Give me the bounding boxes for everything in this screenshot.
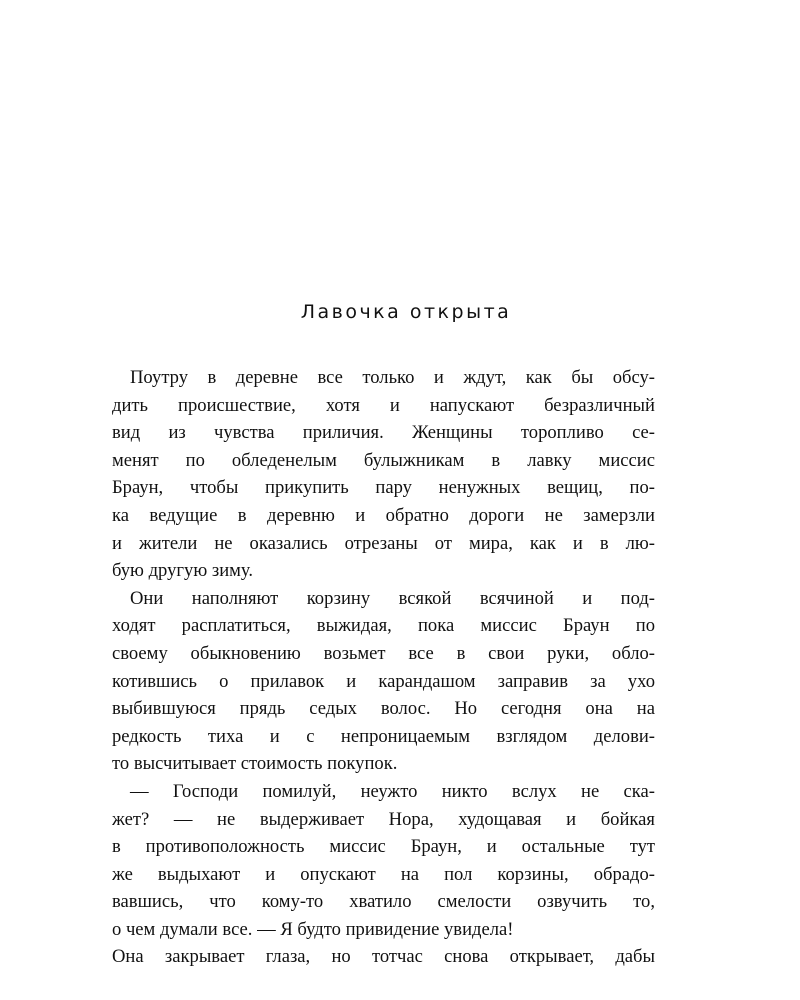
text-line: редкость тиха и с непроницаемым взглядом делови- [112, 725, 655, 747]
text-line: — Господи помилуй, неужто никто вслух не ска- [130, 780, 655, 802]
text-line: котившись о прилавок и карандашом заправив за ухо [112, 670, 655, 692]
chapter-title: Лавочка открыта [300, 301, 512, 323]
text-line: бую другую зиму. [112, 560, 254, 582]
text-line: вавшись, что кому-то хватило смелости озвучить то, [112, 891, 655, 913]
body-text [112, 364, 655, 971]
text-line: в противоположность миссис Браун, и остальные тут [112, 836, 655, 858]
text-line: вид из чувства приличия. Женщины торопливо се- [112, 422, 655, 444]
text-line: ка ведущие в деревню и обратно дороги не замерзли [112, 504, 655, 526]
text-line: же выдыхают и опускают на пол корзины, обрадо- [112, 863, 655, 885]
text-line: Поутру в деревне все только и ждут, как бы обсу- [130, 367, 655, 388]
text-line: дить происшествие, хотя и напускают безразличный [112, 394, 655, 416]
text-line: и жители не оказались отрезаны от мира, как и в лю- [112, 532, 655, 554]
text-line: Браун, чтобы прикупить пару ненужных вещиц, по- [112, 477, 655, 499]
text-line: жет? — не выдерживает Нора, худощавая и бойкая [112, 808, 655, 830]
text-line: своему обыкновению возьмет все в свои руки, обло- [112, 642, 655, 664]
text-line: ходят расплатиться, выжидая, пока миссис Браун по [112, 615, 655, 637]
text-line: о чем думали все. — Я будто привидение увидела! [112, 918, 514, 940]
text-line: то высчитывает стоимость покупок. [112, 753, 398, 775]
text-line: менят по обледенелым булыжникам в лавку миссис [112, 449, 655, 471]
text-line: Она закрывает глаза, но тотчас снова открывает, дабы [112, 946, 655, 968]
text-line: Они наполняют корзину всякой всячиной и под- [130, 587, 655, 609]
text-line: выбившуюся прядь седых волос. Но сегодня она на [112, 698, 655, 720]
